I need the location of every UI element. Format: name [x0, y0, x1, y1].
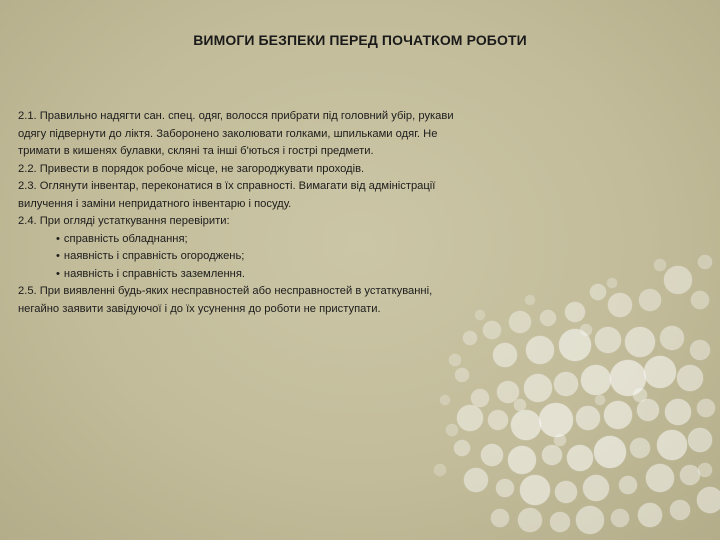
bokeh-circle	[518, 508, 542, 532]
bokeh-circle	[644, 356, 676, 388]
bullet-icon: •	[56, 232, 60, 245]
bokeh-circle	[554, 434, 566, 446]
bokeh-circle	[654, 259, 666, 271]
bokeh-circle	[638, 503, 662, 527]
bokeh-circle	[524, 374, 552, 402]
bokeh-circle	[493, 343, 517, 367]
bokeh-circle	[665, 399, 691, 425]
bokeh-circle	[646, 464, 674, 492]
bokeh-circle	[608, 293, 632, 317]
bokeh-circle	[449, 354, 461, 366]
paragraph-2-2: 2.2. Привести в порядок робоче місце, не загороджувати проходів.	[18, 162, 365, 175]
bokeh-circle	[580, 324, 592, 336]
paragraph-2-5: 2.5. При виявленні будь-яких несправностей або несправностей в устаткуванні, негайно заявити завідуючої і до їх усунення до роботи не приступати.	[18, 285, 433, 315]
bokeh-circle	[540, 310, 556, 326]
bokeh-circle	[595, 395, 605, 405]
bokeh-circle	[539, 403, 573, 437]
bokeh-circle	[481, 444, 503, 466]
bokeh-circle	[619, 476, 637, 494]
bokeh-circle	[434, 464, 446, 476]
slide-body	[18, 108, 460, 318]
bullet-item-2: • наявність і справність огороджень;	[56, 250, 245, 262]
bokeh-circle	[508, 446, 536, 474]
bokeh-circle	[690, 340, 710, 360]
bokeh-circle	[688, 428, 712, 452]
bokeh-circle	[440, 395, 450, 405]
bokeh-circle	[491, 509, 509, 527]
bokeh-circle	[657, 430, 687, 460]
bokeh-circle	[463, 331, 477, 345]
bokeh-circle	[520, 475, 550, 505]
bokeh-circle	[483, 321, 501, 339]
bokeh-circle	[576, 506, 604, 534]
bokeh-circle	[509, 311, 531, 333]
bokeh-circle	[607, 278, 617, 288]
bokeh-circle	[550, 512, 570, 532]
bokeh-circle	[496, 479, 514, 497]
bokeh-circle	[457, 405, 483, 431]
bokeh-circle	[581, 365, 611, 395]
bokeh-circle	[567, 445, 593, 471]
bokeh-circle	[454, 440, 470, 456]
bokeh-circle	[565, 302, 585, 322]
bokeh-circle	[554, 372, 578, 396]
bullet-item-1: • справність обладнання;	[56, 232, 188, 245]
bokeh-circle	[691, 291, 709, 309]
bokeh-circle	[660, 326, 684, 350]
bokeh-circle	[594, 436, 626, 468]
bokeh-circle	[677, 365, 703, 391]
bokeh-circle	[625, 327, 655, 357]
bokeh-circle	[670, 500, 690, 520]
bokeh-circle	[511, 410, 541, 440]
bokeh-circle	[697, 487, 720, 513]
bokeh-circle	[525, 295, 535, 305]
bokeh-circle	[514, 399, 526, 411]
bullet-item-3: • наявність і справність заземлення.	[56, 267, 246, 280]
bokeh-circle	[633, 388, 647, 402]
bokeh-circle	[471, 389, 489, 407]
bokeh-circle	[698, 463, 712, 477]
bokeh-circle	[455, 368, 469, 382]
bokeh-circle	[583, 475, 609, 501]
bokeh-circle	[497, 381, 519, 403]
bokeh-circle	[639, 289, 661, 311]
slide-title: ВИМОГИ БЕЗПЕКИ ПЕРЕД ПОЧАТКОМ РОБОТИ	[193, 32, 527, 48]
paragraph-2-1: 2.1. Правильно надягти сан. спец. одяг, волосся прибрати під головний убір, рукави одягу підвернути до ліктя. Заборонено заколювати голками, шпильками одяг. Не тримати в кишенях булавки, скляні та інші б'ються і гострі предмети.	[18, 110, 454, 157]
paragraph-2-4: 2.4. При огляді устаткування перевірити:	[18, 215, 230, 227]
bokeh-circle	[697, 399, 715, 417]
bullet-icon: •	[56, 250, 60, 262]
bokeh-circle	[611, 509, 629, 527]
bokeh-circle	[680, 465, 700, 485]
bokeh-circle	[590, 284, 606, 300]
paragraph-2-3: 2.3. Оглянути інвентар, переконатися в їх справності. Вимагати від адміністрації вилучення і заміни непридатного інвентарю і посуду.	[18, 180, 436, 210]
bokeh-circle	[464, 468, 488, 492]
bokeh-circle	[555, 481, 577, 503]
bokeh-circle	[576, 406, 600, 430]
bokeh-circle	[595, 327, 621, 353]
bullet-icon: •	[56, 267, 60, 280]
bokeh-circle	[664, 266, 692, 294]
bokeh-circle	[488, 410, 508, 430]
bokeh-circle	[542, 445, 562, 465]
bokeh-circle	[604, 401, 632, 429]
bokeh-circle	[698, 255, 712, 269]
bokeh-circle	[475, 310, 485, 320]
bokeh-circle	[526, 336, 554, 364]
bokeh-circle	[446, 424, 458, 436]
bokeh-circle	[630, 438, 650, 458]
